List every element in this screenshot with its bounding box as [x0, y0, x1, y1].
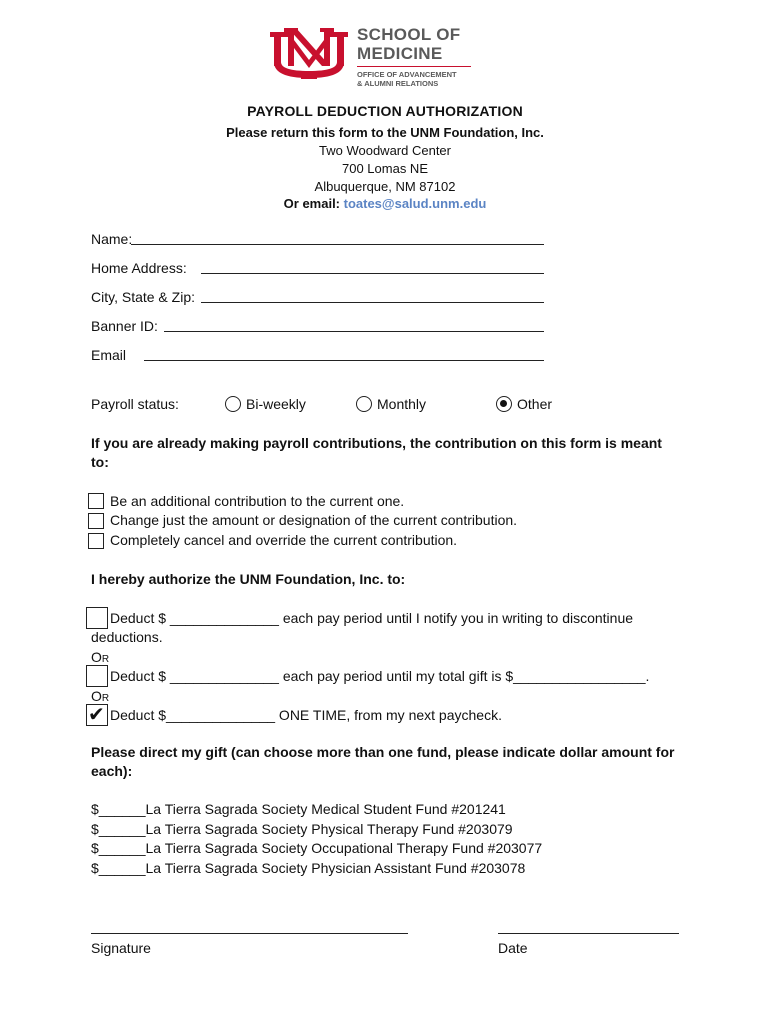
name-label: Name: [91, 231, 133, 247]
monthly-radio[interactable] [356, 396, 372, 412]
or-r-1: R [101, 654, 110, 665]
school-logo-text [357, 26, 471, 88]
unm-logo-icon [268, 26, 350, 82]
or-o-2: O [91, 688, 102, 704]
email-link[interactable]: toates@salud.unm.edu [343, 196, 487, 211]
deduct-until-notify-continuation: deductions. [91, 629, 163, 645]
deduct-until-total-checkbox[interactable] [86, 665, 108, 687]
other-radio[interactable] [496, 396, 512, 412]
banner-id-field[interactable] [164, 331, 544, 332]
home-address-field[interactable] [201, 273, 544, 274]
biweekly-label: Bi-weekly [246, 396, 306, 412]
contribution-question: If you are already making payroll contributions, the contribution on this form is meant to: [91, 435, 662, 470]
email-note [0, 196, 770, 211]
deduct-until-notify-label: Deduct $ ______________ each pay period until I notify you in writing to discontinue [110, 610, 634, 626]
logo-office-line2: & ALUMNI RELATIONS [357, 79, 439, 88]
cancel-override-checkbox[interactable] [88, 533, 104, 549]
other-radio-selected-dot [500, 400, 507, 407]
gift-heading: Please direct my gift (can choose more than one fund, please indicate dollar amount for each): [91, 744, 675, 779]
signature-field[interactable] [91, 933, 408, 934]
monthly-label: Monthly [377, 396, 427, 412]
address-line1: Two Woodward Center [319, 143, 451, 158]
checkmark-icon: ✔ [88, 704, 105, 726]
logo-divider [357, 66, 471, 67]
logo-school-line1: SCHOOL OF [357, 25, 461, 44]
signature-label: Signature [91, 940, 151, 956]
other-label: Other [517, 396, 553, 412]
email-prefix: Or email: [283, 196, 344, 211]
change-amount-checkbox[interactable] [88, 513, 104, 529]
fund-physician-assistant: $______La Tierra Sagrada Society Physician Assistant Fund #203078 [91, 860, 526, 876]
or-o-1: O [91, 649, 102, 665]
fund-physical-therapy: $______La Tierra Sagrada Society Physical Therapy Fund #203079 [91, 821, 513, 837]
deduct-until-notify-checkbox[interactable] [86, 607, 108, 629]
return-note: Please return this form to the UNM Foundation, Inc. [226, 125, 544, 140]
date-field[interactable] [498, 933, 679, 934]
or-r-2: R [101, 693, 110, 704]
city-state-zip-label: City, State & Zip: [91, 289, 195, 305]
deduct-until-total-label: Deduct $ ______________ each pay period until my total gift is $_________________. [110, 668, 650, 684]
email-label: Email [91, 347, 127, 363]
or-divider-1 [91, 649, 109, 665]
city-state-zip-field[interactable] [201, 302, 544, 303]
logo-school-line2: MEDICINE [357, 44, 443, 63]
form-title: PAYROLL DEDUCTION AUTHORIZATION [247, 103, 523, 119]
fund-medical-student: $______La Tierra Sagrada Society Medical Student Fund #201241 [91, 801, 506, 817]
email-field[interactable] [144, 360, 544, 361]
additional-contribution-checkbox[interactable] [88, 493, 104, 509]
address-line2: 700 Lomas NE [342, 161, 428, 176]
logo-office-line1: OFFICE OF ADVANCEMENT [357, 70, 457, 79]
additional-contribution-label: Be an additional contribution to the current one. [110, 493, 405, 509]
address-line3: Albuquerque, NM 87102 [314, 179, 456, 194]
authorize-heading: I hereby authorize the UNM Foundation, Inc. to: [91, 571, 406, 587]
cancel-override-label: Completely cancel and override the current contribution. [110, 532, 458, 548]
or-divider-2 [91, 688, 109, 704]
name-field[interactable] [131, 244, 544, 245]
home-address-label: Home Address: [91, 260, 187, 276]
biweekly-radio[interactable] [225, 396, 241, 412]
deduct-one-time-label: Deduct $______________ ONE TIME, from my next paycheck. [110, 707, 502, 723]
payroll-status-label: Payroll status: [91, 396, 179, 412]
date-label: Date [498, 940, 528, 956]
banner-id-label: Banner ID: [91, 318, 158, 334]
change-amount-label: Change just the amount or designation of the current contribution. [110, 512, 518, 528]
fund-occupational-therapy: $______La Tierra Sagrada Society Occupational Therapy Fund #203077 [91, 840, 543, 856]
